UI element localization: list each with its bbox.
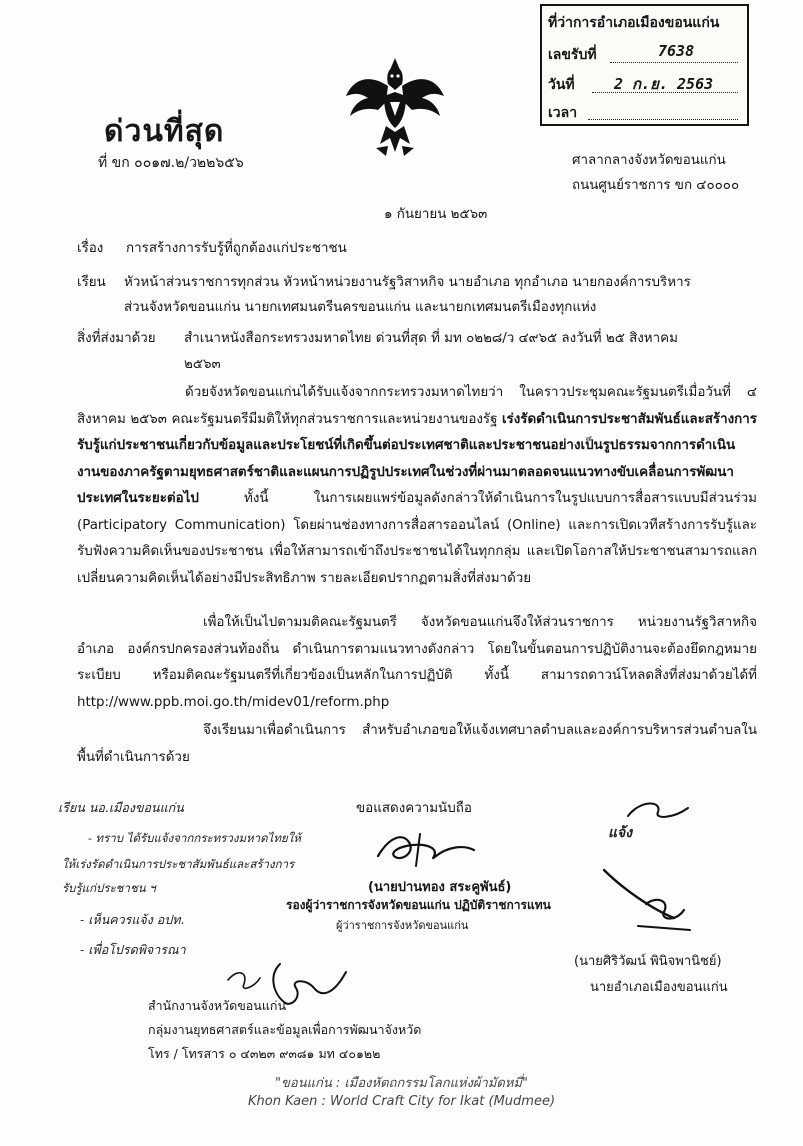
enclosure-line-1: สำเนาหนังสือกระทรวงมหาดไทย ด่วนที่สุด ที่ มท ๐๒๒๘/ว ๔๙๖๕ ลงวันที่ ๒๕ สิงหาคม	[184, 331, 678, 346]
district-chief-position: นายอำเภอเมืองขอนแก่น	[590, 980, 728, 995]
paragraph-2: เพื่อให้เป็นไปตามมติคณะรัฐมนตรี จังหวัดขอนแก่นจึงให้ส่วนราชการ หน่วยงานรัฐวิสาหกิจ อำเภอ องค์กรปกครองส่วนท้องถิ่น ดำเนินการตามแนวทางดังกล่าว โดยในขั้นตอนการปฏิบัติงานจะต้องยึดกฎหมาย ระเบียบ หรือมติคณะรัฐมนตรีที่เกี่ยวข้องเป็นหลักในการปฏิบัติ ทั้งนี้ สามารถดาวน์โหลดสิ่งที่ส่งมาด้วยได้ที่ http://www.ppb.moi.go.th/midev01/reform.php	[77, 615, 757, 710]
signer-position-1: รองผู้ว่าราชการจังหวัดขอนแก่น ปฏิบัติราชการแทน	[286, 898, 551, 912]
footer-slogan-thai: "ขอนแก่น : เมืองหัตถกรรมโลกแห่งผ้ามัดหมี่"	[275, 1076, 528, 1091]
signer-name: (นายปานทอง สระคูพันธ์)	[368, 880, 512, 895]
paragraph-1	[77, 380, 757, 592]
closing-respect: ขอแสดงความนับถือ	[356, 801, 472, 816]
to-line-1: หัวหน้าส่วนราชการทุกส่วน หัวหน้าหน่วยงานรัฐวิสาหกิจ นายอำเภอ ทุกอำเภอ นายกองค์การบริหาร	[124, 275, 691, 290]
handwritten-note-1: เรียน นอ.เมืองขอนแก่น	[58, 800, 184, 815]
garuda-emblem-icon	[340, 52, 450, 162]
stamp-recv-no: 7638	[658, 42, 695, 60]
subject-label: เรื่อง	[77, 241, 104, 256]
governor-signature	[370, 826, 480, 872]
district-chief-signature	[594, 860, 704, 940]
handwritten-note-2: - ทราบ ได้รับแจ้งจากกระทรวงมหาดไทยให้	[88, 831, 301, 845]
stamp-recv-label: เลขรับที่	[548, 47, 597, 63]
handwritten-note-3: ให้เร่งรัดดำเนินการประชาสัมพันธ์และสร้างการ	[62, 857, 295, 871]
stamp-office: ที่ว่าการอำเภอเมืองขอนแก่น	[548, 15, 720, 31]
handwritten-note-4: รับรู้แก่ประชาชน ฯ	[62, 881, 156, 895]
sender-address-2: ถนนศูนย์ราชการ ขก ๔๐๐๐๐	[572, 178, 740, 193]
contact-phone: โทร / โทรสาร ๐ ๔๓๒๓ ๙๓๘๑ มท ๔๐๑๒๒	[148, 1046, 381, 1061]
sender-address-1: ศาลากลางจังหวัดขอนแก่น	[572, 153, 726, 168]
district-chief-name: (นายศิริวัฒน์ พินิจพานิชย์)	[574, 954, 722, 969]
contact-office: สำนักงานจังหวัดขอนแก่น	[148, 998, 287, 1013]
handwritten-note-5: - เห็นควรแจ้ง อปท.	[80, 912, 185, 927]
stamp-time-label: เวลา	[548, 105, 578, 121]
contact-division: กลุ่มงานยุทธศาสตร์และข้อมูลเพื่อการพัฒนาจังหวัด	[148, 1022, 422, 1037]
footer-slogan-english: Khon Kaen : World Craft City for Ikat (Mudmee)	[247, 1094, 556, 1109]
document-number: ที่ ขก ๐๐๑๗.๒/ว๒๒๖๕๖	[98, 155, 244, 171]
to-line-2: ส่วนจังหวัดขอนแก่น นายกเทศมนตรีนครขอนแก่น และนายกเทศมนตรีเมืองทุกแห่ง	[124, 300, 597, 315]
paragraph-1-rest: ทั้งนี้ ในการเผยแพร่ข้อมูลดังกล่าวให้ดำเนินการในรูปแบบการสื่อสารแบบมีส่วนร่วม (Participatory Communication) โดยผ่านช่องทางการสื่อสารออนไลน์ (Online) และการเปิดเวทีสร้างการรับรู้และรับฟังความคิดเห็นของประชาชน เพื่อให้สามารถเข้าถึงประชาชนได้ในทุกกลุ่ม และเปิดโอกาสให้ประชาชนสามารถแลกเปลี่ยนความคิดเห็นได้อย่างมีประสิทธิภาพ รายละเอียดปรากฏตามสิ่งที่ส่งมาด้วย	[77, 491, 757, 586]
signer-position-2: ผู้ว่าราชการจังหวัดขอนแก่น	[336, 919, 469, 932]
handwritten-note-6: - เพื่อโปรดพิจารณา	[80, 942, 186, 957]
document-date: ๑ กันยายน ๒๕๖๓	[384, 207, 488, 222]
right-note-mark	[618, 798, 698, 824]
urgency-heading: ด่วนที่สุด	[104, 114, 225, 149]
paragraph-3: จึงเรียนมาเพื่อดำเนินการ สำหรับอำเภอขอให้แจ้งเทศบาลตำบลและองค์การบริหารส่วนตำบลในพื้นที่ดำเนินการด้วย	[77, 723, 757, 765]
receiving-stamp	[540, 4, 749, 126]
enclosure-label: สิ่งที่ส่งมาด้วย	[77, 331, 156, 346]
stamp-date-value: 2 ก.ย. 2563	[614, 75, 714, 93]
paragraph-1-intro: ด้วยจังหวัดขอนแก่นได้รับแจ้งจากกระทรวงมหาดไทยว่า ในคราวประชุมคณะรัฐมนตรีเมื่อวันที่ ๔ สิงหาคม ๒๕๖๓ คณะรัฐมนตรีมีมติให้ทุกส่วนราชการและหน่วยงานของรัฐ	[77, 385, 757, 427]
stamp-date-label: วันที่	[548, 77, 575, 93]
subject-text: การสร้างการรับรู้ที่ถูกต้องแก่ประชาชน	[126, 241, 347, 256]
enclosure-line-2: ๒๕๖๓	[184, 357, 221, 372]
right-handwritten-note: แจ้ง	[608, 825, 633, 841]
paragraph-1-emphasis: เร่งรัดดำเนินการประชาสัมพันธ์และสร้างการรับรู้แก่ประชาชนเกี่ยวกับข้อมูลและประโยชน์ที่เกิดขึ้นต่อประเทศชาติและประชาชนอย่างเป็นรูปธรรมจากการดำเนินงานของภาครัฐตามยุทธศาสตร์ชาติและแผนการปฏิรูปประเทศในช่วงที่ผ่านมาตลอดจนแนวทางขับเคลื่อนการพัฒนาประเทศในระยะต่อไป	[77, 411, 757, 506]
to-label: เรียน	[77, 275, 106, 290]
